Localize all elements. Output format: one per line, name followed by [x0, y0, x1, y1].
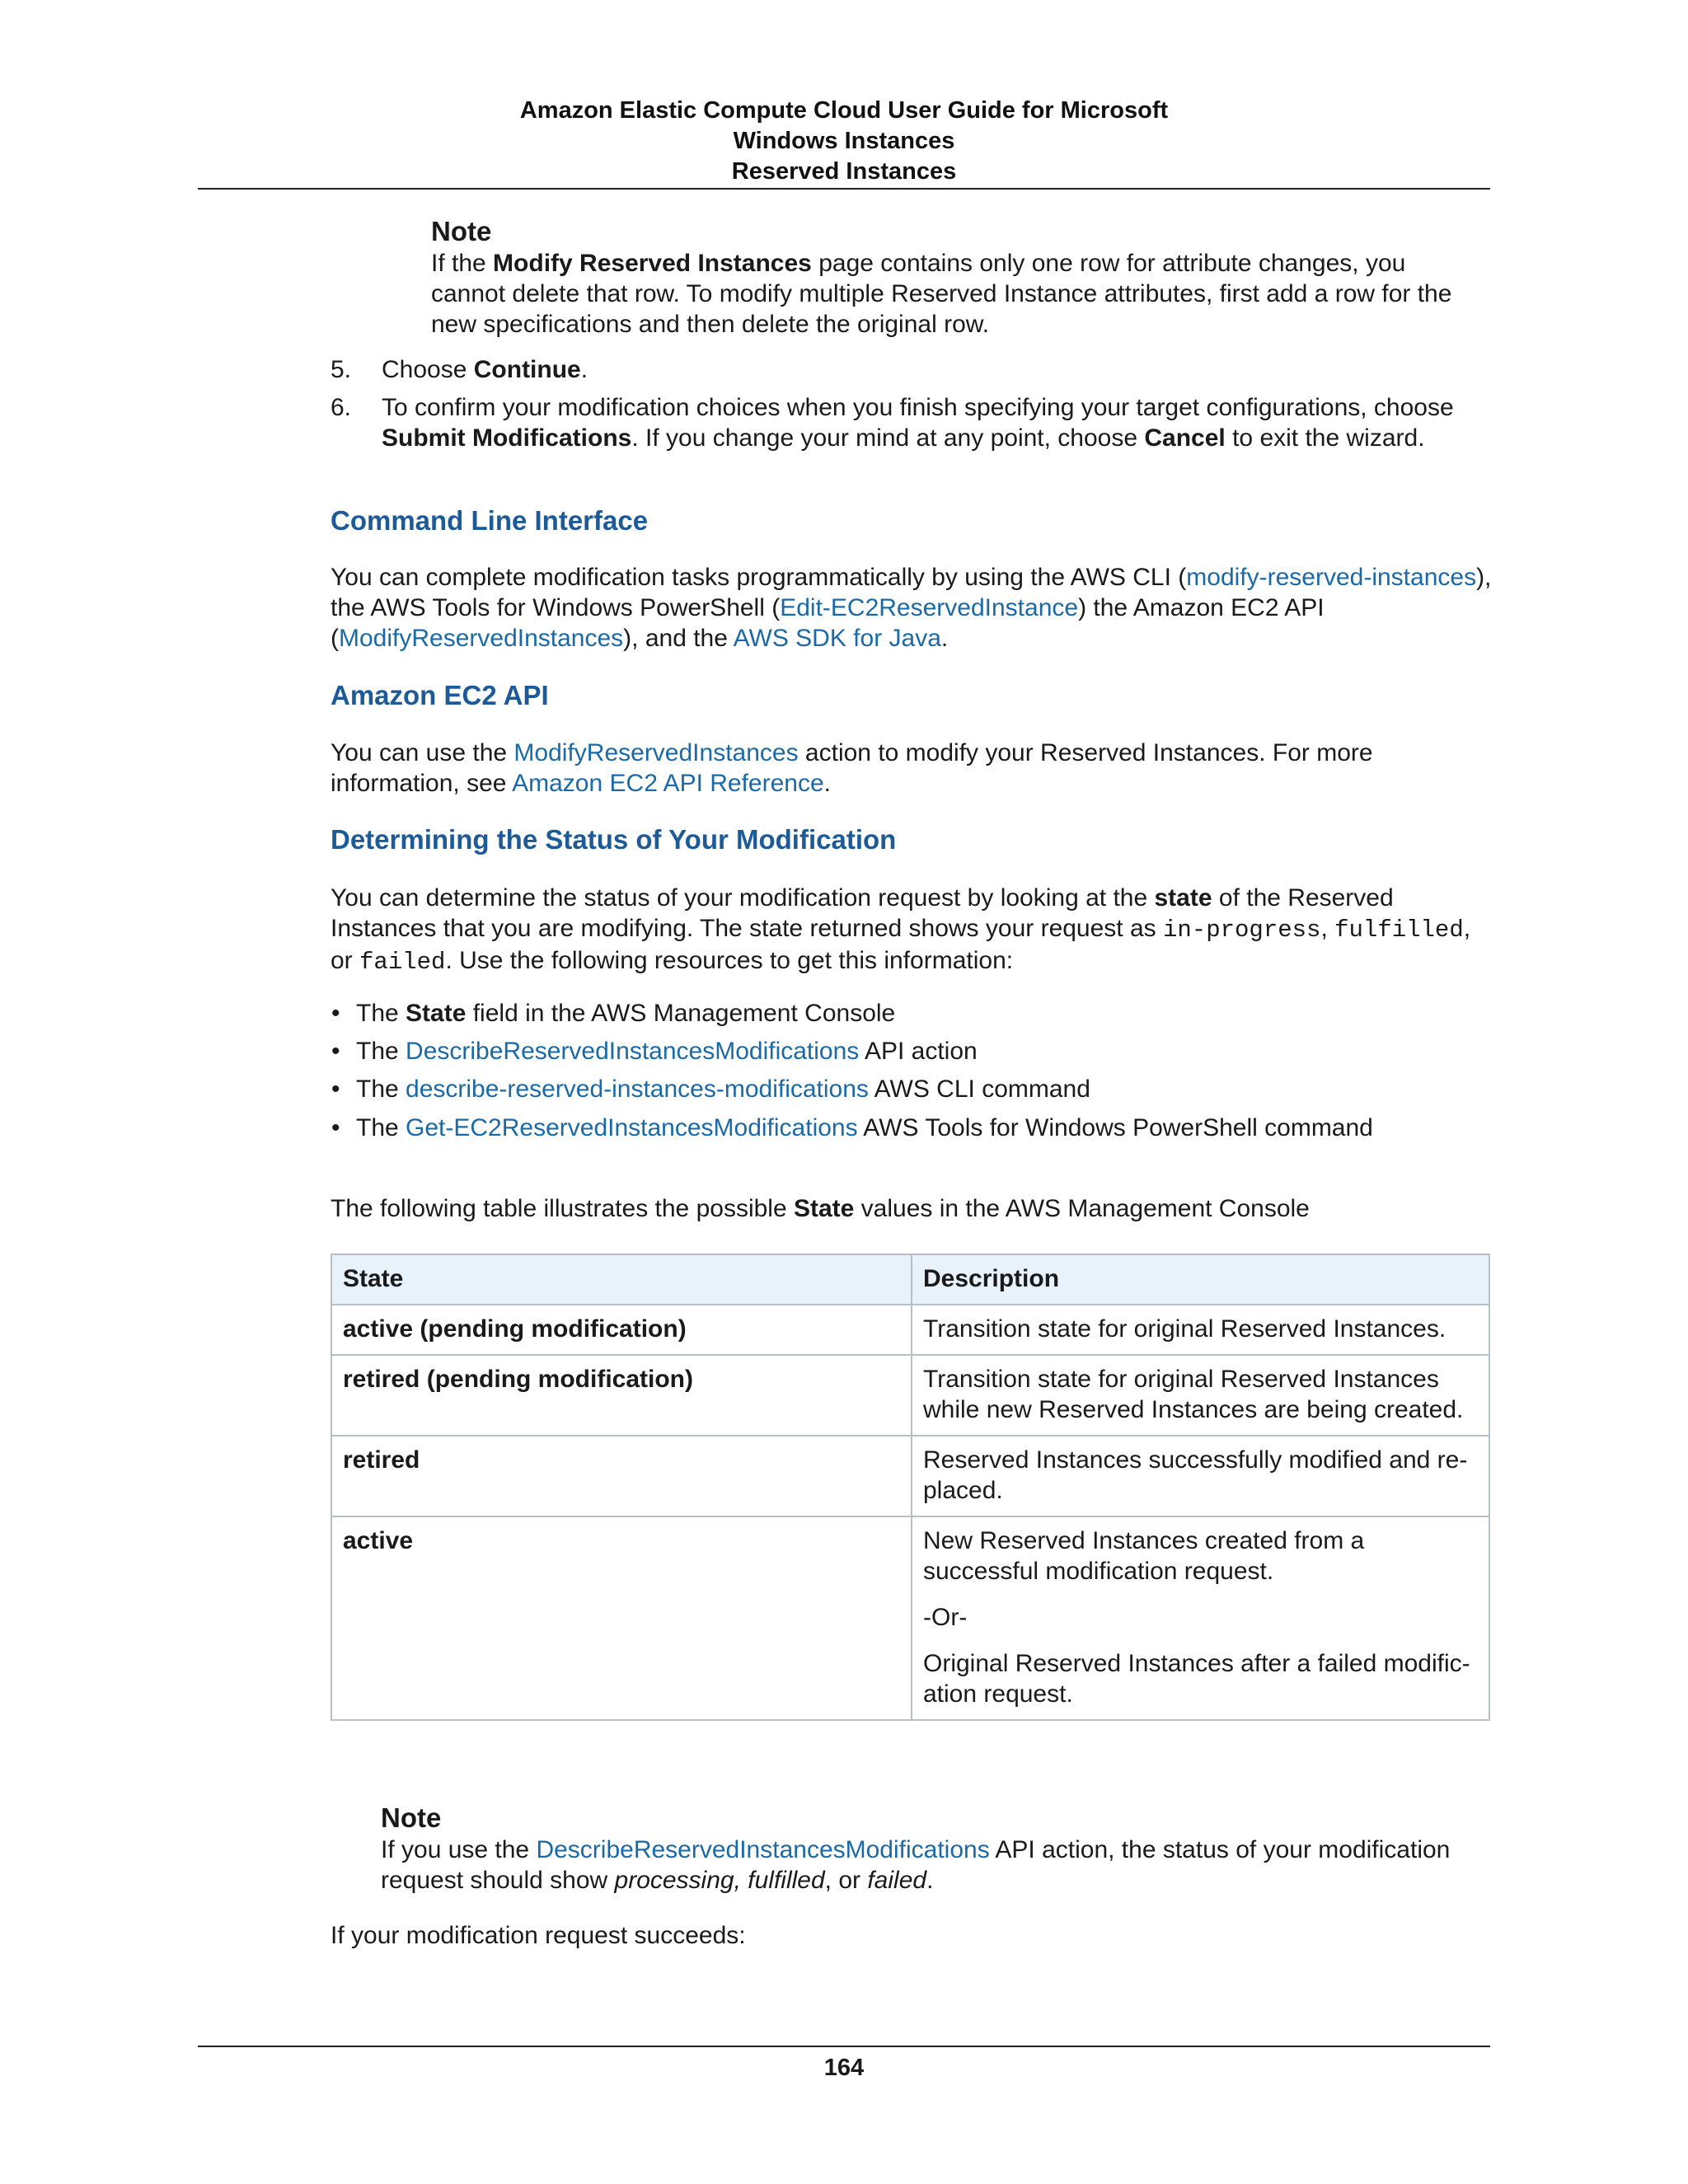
- running-header: [198, 96, 1490, 187]
- table-row: [331, 1436, 1489, 1516]
- description-cell: Transition state for original Reserved Instances.: [912, 1305, 1489, 1355]
- step-text: Choose Continue.: [382, 356, 588, 383]
- list-item: The State field in the AWS Management Console: [356, 1000, 896, 1027]
- code-in-progress: in-progress: [1163, 916, 1321, 944]
- link-modifyreservedinstances[interactable]: ModifyReservedInstances: [339, 625, 624, 652]
- header-rule: [198, 188, 1490, 190]
- link-api-reference[interactable]: Amazon EC2 API Reference: [512, 770, 824, 797]
- step-text: To confirm your modification choices when you finish specifying your target configurations, choose Submit Modifications. If you change your mind at any point, choose Cancel to exit the wizard.: [382, 394, 1454, 452]
- state-cell: retired: [331, 1436, 912, 1516]
- table-row: [331, 1305, 1489, 1355]
- bullet-icon: •: [331, 1038, 340, 1065]
- closing-text: If your modification request succeeds:: [331, 1922, 746, 1949]
- state-table: [331, 1254, 1490, 1721]
- section-heading-cli: Command Line Interface: [331, 505, 649, 536]
- step-number: 6.: [331, 394, 352, 421]
- list-item: The DescribeReservedInstancesModifications API action: [356, 1038, 978, 1065]
- note-block: [381, 1802, 1452, 1896]
- cli-paragraph: You can complete modification tasks programmatically by using the AWS CLI (modify-reserved-instances), the AWS Tools for Windows PowerShell (Edit-EC2ReservedInstance) the Amazon EC2 API (ModifyReservedInstances), and the AWS SDK for Java.: [331, 564, 1492, 652]
- description-cell: Reserved Instances successfully modified and re-placed.: [912, 1436, 1489, 1516]
- link-describereservedinstancesmodifications-note[interactable]: DescribeReservedInstancesModifications: [536, 1836, 990, 1863]
- bullet-icon: •: [331, 1000, 340, 1027]
- link-modify-reserved-instances[interactable]: modify-reserved-instances: [1186, 564, 1477, 591]
- footer-rule: [198, 2046, 1490, 2047]
- link-describe-reserved-instances-modifications[interactable]: describe-reserved-instances-modifications: [406, 1076, 869, 1103]
- header-line-2: Windows Instances: [733, 128, 955, 154]
- status-paragraph: You can determine the status of your modification request by looking at the state of the Reserved Instances that you are modifying. The state returned shows your request as in-progress, fulfilled, or failed. Use the following resources to get this information:: [331, 884, 1471, 976]
- column-header-state: State: [331, 1254, 912, 1305]
- list-item: The describe-reserved-instances-modifications AWS CLI command: [356, 1076, 1090, 1103]
- state-cell: active: [331, 1516, 912, 1720]
- column-header-description: Description: [912, 1254, 1489, 1305]
- step-number: 5.: [331, 356, 352, 383]
- description-paragraph: Original Reserved Instances after a failed modific-ation request.: [923, 1650, 1470, 1708]
- header-line-3: Reserved Instances: [731, 158, 957, 185]
- code-failed: failed: [359, 949, 446, 976]
- note-text: If you use the DescribeReservedInstancesModifications API action, the status of your modification request should show processing, fulfilled, or failed.: [381, 1836, 1451, 1894]
- link-get-ec2reservedinstancesmodifications[interactable]: Get-EC2ReservedInstancesModifications: [406, 1114, 858, 1141]
- note-text: If the Modify Reserved Instances page contains only one row for attribute changes, you cannot delete that row. To modify multiple Reserved Instance attributes, first add a row for the new specifications and then delete the original row.: [431, 250, 1452, 338]
- bullet-icon: •: [331, 1114, 340, 1141]
- bullet-icon: •: [331, 1076, 340, 1103]
- link-aws-sdk-for-java[interactable]: AWS SDK for Java: [733, 625, 941, 652]
- list-item: The Get-EC2ReservedInstancesModifications AWS Tools for Windows PowerShell command: [356, 1114, 1373, 1141]
- state-cell: retired (pending modification): [331, 1355, 912, 1436]
- api-paragraph: You can use the ModifyReservedInstances action to modify your Reserved Instances. For more information, see Amazon EC2 API Reference.: [331, 739, 1373, 797]
- link-describereservedinstancesmodifications[interactable]: DescribeReservedInstancesModifications: [406, 1038, 860, 1065]
- code-fulfilled: fulfilled: [1334, 916, 1464, 944]
- link-modifyreservedinstances-action[interactable]: ModifyReservedInstances: [513, 739, 799, 766]
- section-heading-status: Determining the Status of Your Modification: [331, 824, 897, 855]
- table-row: [331, 1355, 1489, 1436]
- description-paragraph: -Or-: [923, 1604, 968, 1631]
- header-line-1: Amazon Elastic Compute Cloud User Guide for Microsoft: [519, 97, 1169, 124]
- note-title: Note: [431, 216, 492, 246]
- page-number: 164: [823, 2055, 865, 2081]
- table-header-row: [331, 1254, 1489, 1305]
- link-edit-ec2reservedinstance[interactable]: Edit-EC2ReservedInstance: [780, 594, 1079, 621]
- description-cell: [912, 1516, 1489, 1720]
- note-block: [431, 215, 1453, 340]
- description-cell: Transition state for original Reserved Instances while new Reserved Instances are being created.: [912, 1355, 1489, 1436]
- state-cell: active (pending modification): [331, 1305, 912, 1355]
- table-row: [331, 1516, 1489, 1720]
- table-intro: The following table illustrates the possible State values in the AWS Management Console: [331, 1195, 1310, 1222]
- note-title: Note: [381, 1802, 442, 1833]
- description-paragraph: New Reserved Instances created from a successful modification request.: [923, 1527, 1365, 1585]
- section-heading-api: Amazon EC2 API: [331, 680, 549, 710]
